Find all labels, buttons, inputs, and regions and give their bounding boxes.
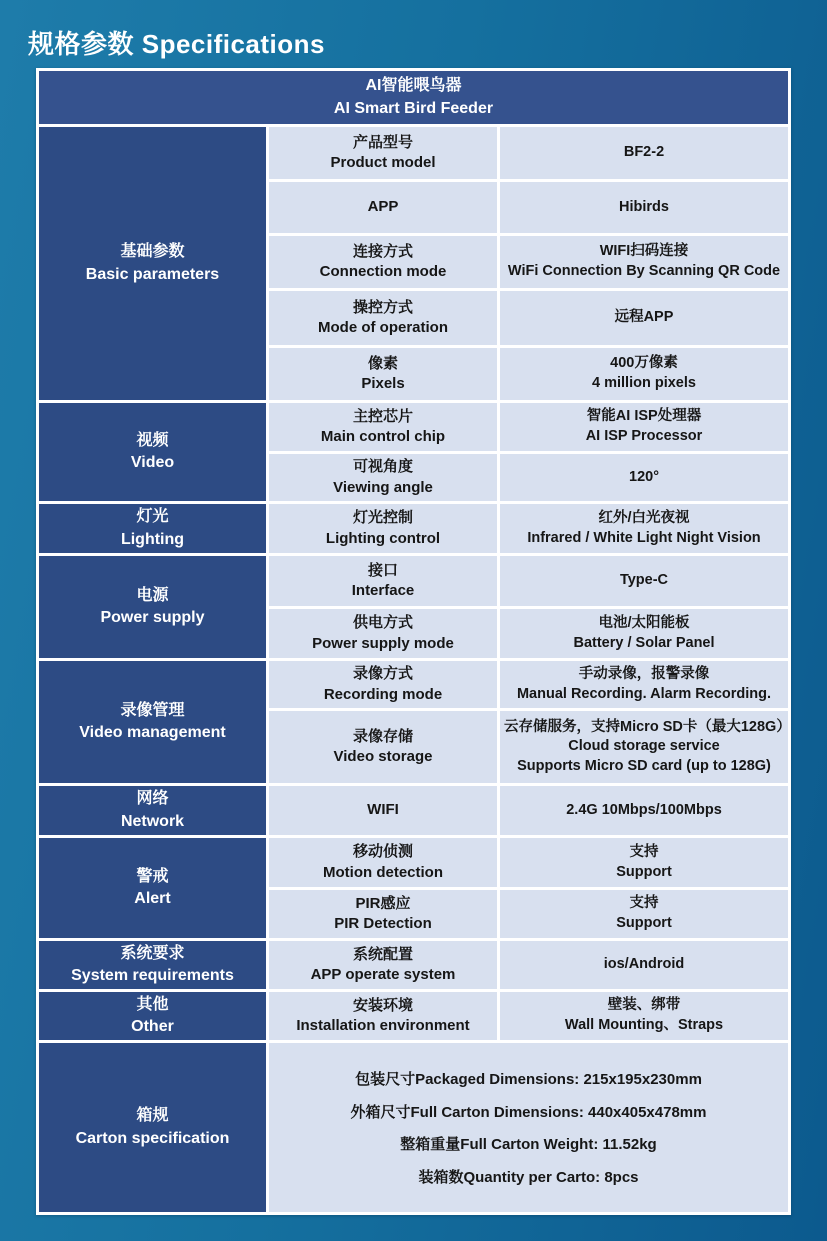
section-rows <box>269 786 788 835</box>
value-line: Type-C <box>619 572 669 589</box>
category-label: 电源 <box>136 586 169 604</box>
param-cell <box>269 127 497 179</box>
table-row <box>269 182 788 233</box>
param-line: APP operate system <box>310 966 456 983</box>
value-line: Infrared / White Light Night Vision <box>527 529 761 546</box>
category-label: 网络 <box>136 790 169 808</box>
param-cell <box>269 182 497 233</box>
value-cell <box>500 236 788 288</box>
table-row <box>269 504 788 553</box>
table-row <box>269 403 788 451</box>
value-cell <box>500 890 788 938</box>
param-line: PIR感应 <box>355 894 411 912</box>
param-line: Viewing angle <box>333 478 433 496</box>
value-cell <box>500 127 788 179</box>
param-line: Connection mode <box>319 263 447 280</box>
value-line: WIFI扫码连接 <box>599 243 689 260</box>
value-cell <box>500 609 788 658</box>
value-line: Manual Recording. Alarm Recording. <box>516 685 772 702</box>
category-label: Alert <box>134 890 171 907</box>
value-line: 手动录像，报警录像 <box>578 665 710 682</box>
carton-line: 外箱尺寸Full Carton Dimensions: 440x405x478mm <box>350 1103 707 1121</box>
category-label: Basic parameters <box>85 265 220 283</box>
value-cell <box>500 291 788 345</box>
section-rows <box>269 992 788 1040</box>
param-line: 产品型号 <box>352 133 413 151</box>
param-line: 可视角度 <box>352 458 413 476</box>
param-cell <box>269 403 497 451</box>
value-line: Support <box>616 915 672 931</box>
table-section <box>39 127 788 400</box>
category-cell <box>39 127 266 400</box>
param-line: Pixels <box>361 375 405 392</box>
value-line: 4 million pixels <box>592 375 696 391</box>
value-line: 支持 <box>629 895 659 912</box>
category-cell <box>39 504 266 553</box>
value-line: WiFi Connection By Scanning QR Code <box>507 263 781 279</box>
category-label: Lighting <box>120 530 185 548</box>
value-line: Supports Micro SD card (up to 128G) <box>517 757 771 774</box>
table-row <box>269 348 788 400</box>
table-row <box>269 786 788 835</box>
category-cell <box>39 786 266 835</box>
param-line: Mode of operation <box>318 319 448 336</box>
value-line: Support <box>616 863 672 880</box>
value-line: 红外/白光夜视 <box>598 509 690 526</box>
value-line: 电池/太阳能板 <box>598 614 690 631</box>
value-line: ios/Android <box>603 956 685 973</box>
param-line: 移动侦测 <box>352 843 413 861</box>
value-line: BF2-2 <box>623 144 665 161</box>
category-label: 基础参数 <box>120 243 185 261</box>
value-cell <box>500 454 788 501</box>
carton-line: 包装尺寸Packaged Dimensions: 215x195x230mm <box>355 1071 702 1089</box>
category-cell <box>39 403 266 501</box>
param-line: 供电方式 <box>352 614 413 632</box>
table-section <box>39 1043 788 1212</box>
value-cell <box>500 711 791 783</box>
specifications-table <box>36 68 791 1215</box>
value-cell <box>500 403 788 451</box>
param-line: APP <box>367 198 399 216</box>
value-line: AI ISP Processor <box>585 428 703 444</box>
param-line: 操控方式 <box>352 298 413 316</box>
param-line: 接口 <box>367 561 398 579</box>
section-rows <box>269 403 788 501</box>
value-line: 壁装、绑带 <box>607 997 681 1014</box>
param-line: 像素 <box>367 354 398 372</box>
table-header <box>39 71 788 124</box>
category-cell <box>39 661 266 783</box>
value-line: 400万像素 <box>610 355 678 372</box>
carton-line: 装箱数Quantity per Carto: 8pcs <box>418 1168 639 1186</box>
category-cell <box>39 992 266 1040</box>
table-row <box>269 941 788 989</box>
value-cell <box>500 556 788 606</box>
param-cell <box>269 609 497 658</box>
section-rows <box>269 127 788 400</box>
category-label: 其他 <box>136 995 169 1013</box>
table-section <box>39 504 788 553</box>
param-cell <box>269 992 497 1040</box>
category-label: System requirements <box>71 967 234 984</box>
param-line: WIFI <box>367 801 399 819</box>
param-line: PIR Detection <box>334 915 432 932</box>
value-line: Wall Mounting、Straps <box>564 1017 724 1033</box>
param-line: Lighting control <box>325 529 441 547</box>
category-label: 录像管理 <box>120 701 185 719</box>
value-line: 智能AI ISP处理器 <box>586 408 702 425</box>
section-rows <box>269 504 788 553</box>
param-line: Product model <box>330 154 436 171</box>
table-section <box>39 661 791 783</box>
param-cell <box>269 890 497 938</box>
table-section <box>39 941 788 989</box>
category-cell <box>39 941 266 989</box>
value-cell <box>500 992 788 1040</box>
param-cell <box>269 236 497 288</box>
table-row <box>269 609 788 658</box>
param-line: Motion detection <box>323 863 443 881</box>
param-cell <box>269 454 497 501</box>
param-line: 系统配置 <box>352 945 413 963</box>
table-row <box>269 661 788 708</box>
param-line: Installation environment <box>296 1017 470 1034</box>
value-cell <box>500 348 788 400</box>
category-label: 箱规 <box>136 1107 169 1125</box>
table-row <box>269 992 788 1040</box>
param-line: 灯光控制 <box>352 509 413 527</box>
table-row <box>269 454 788 501</box>
param-cell <box>269 786 497 835</box>
value-line: 远程APP <box>614 309 674 326</box>
category-label: Power supply <box>100 609 205 626</box>
value-cell <box>500 504 788 553</box>
param-cell <box>269 291 497 345</box>
category-label: Carton specification <box>75 1129 230 1147</box>
value-cell <box>500 838 788 887</box>
param-line: 主控芯片 <box>352 407 413 425</box>
carton-line: 整箱重量Full Carton Weight: 11.52kg <box>400 1136 657 1154</box>
param-line: 连接方式 <box>352 242 413 260</box>
table-section <box>39 403 788 501</box>
param-line: 安装环境 <box>352 996 413 1014</box>
value-cell <box>500 786 788 835</box>
section-rows <box>269 838 788 938</box>
category-label: Video <box>130 454 175 471</box>
param-line: 录像存储 <box>352 727 413 745</box>
category-label: 视频 <box>136 431 169 449</box>
param-line: Interface <box>351 582 415 599</box>
category-cell <box>39 838 266 938</box>
param-line: 录像方式 <box>352 665 413 683</box>
value-line: Battery / Solar Panel <box>573 634 715 651</box>
value-cell <box>500 661 788 708</box>
param-line: Power supply mode <box>312 634 454 652</box>
table-section <box>39 556 788 658</box>
param-cell <box>269 711 497 783</box>
param-cell <box>269 556 497 606</box>
param-cell <box>269 504 497 553</box>
section-rows <box>269 941 788 989</box>
category-cell <box>39 1043 266 1212</box>
category-cell <box>39 556 266 658</box>
table-header-line: AI Smart Bird Feeder <box>333 99 494 117</box>
value-line: Cloud storage service <box>568 738 720 755</box>
category-label: Other <box>131 1018 174 1035</box>
table-row <box>269 291 788 345</box>
param-cell <box>269 941 497 989</box>
category-label: 灯光 <box>136 508 169 526</box>
param-line: Recording mode <box>323 685 443 703</box>
table-section <box>39 992 788 1040</box>
table-row <box>269 556 788 606</box>
table-row <box>269 890 788 938</box>
table-section <box>39 786 788 835</box>
page-title: 规格参数 Specifications <box>28 29 325 59</box>
table-section <box>39 838 788 938</box>
table-row <box>269 711 791 783</box>
section-rows <box>269 556 788 658</box>
table-row <box>269 838 788 887</box>
table-row <box>269 127 788 179</box>
param-cell <box>269 348 497 400</box>
value-line: 120° <box>629 468 659 485</box>
table-row <box>269 236 788 288</box>
category-label: 警戒 <box>136 867 169 885</box>
value-line: 2.4G 10Mbps/100Mbps <box>566 801 722 818</box>
param-cell <box>269 661 497 708</box>
param-cell <box>269 838 497 887</box>
value-line: 云存储服务，支持Micro SD卡（最大128G） <box>504 718 791 735</box>
param-line: Video storage <box>333 748 433 765</box>
section-rows <box>269 661 791 783</box>
carton-details-cell <box>269 1043 788 1212</box>
value-line: Hibirds <box>619 198 669 215</box>
category-label: 系统要求 <box>120 944 185 962</box>
param-line: Main control chip <box>320 428 446 445</box>
value-line: 支持 <box>629 843 659 860</box>
category-label: Network <box>120 812 185 830</box>
table-header-line: AI智能喂鸟器 <box>365 77 462 95</box>
value-cell <box>500 941 788 989</box>
category-label: Video management <box>79 724 226 741</box>
value-cell <box>500 182 788 233</box>
